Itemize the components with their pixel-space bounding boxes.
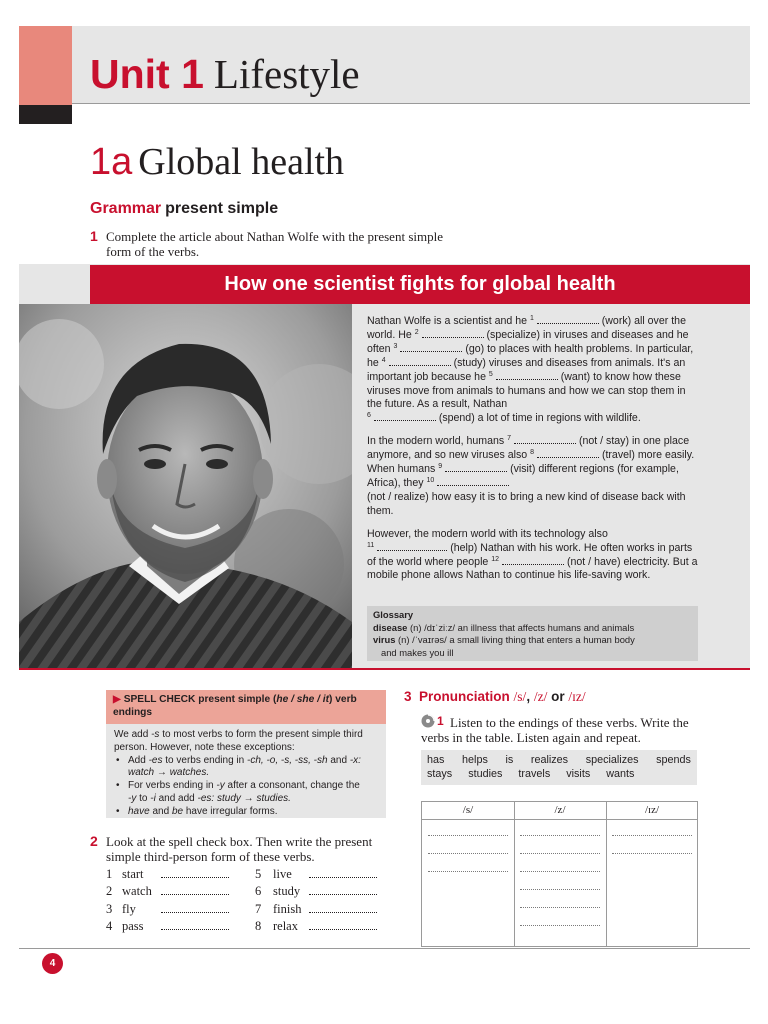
- portrait-image: [19, 304, 352, 668]
- glossary-entry-disease: disease (n) /dɪˈziːz/ an illness that affects humans and animals: [373, 621, 635, 633]
- answer-line[interactable]: [161, 920, 229, 930]
- verb-list-left: [106, 866, 229, 935]
- answer-line[interactable]: [520, 907, 600, 908]
- column-header-s: /s/: [462, 804, 474, 816]
- list-item: 1 start: [106, 866, 229, 883]
- article-paragraph-1: Nathan Wolfe is a scientist and he $^1$ (work) all over the world. He $^2$ (specialize) in viruses and diseases and he often $^3$ (go) to places with health problems. In particular, he $^4$ (study) viruses and diseases from animals. It's an important job because he $^5$ (want) to know how these viruses move from animals to humans and how we can stop them in the future. As a result, Nathan $^6$ (spend) a lot of time in regions with wildlife.: [367, 315, 694, 425]
- spell-check-header: ▶ SPELL CHECK present simple (he / she / it) verb endings: [106, 690, 386, 724]
- spell-check-body: We add -s to most verbs to form the present simple third person. However, note these exceptions: • Add -es to verbs ending in -ch, -o, -s, -ss, -sh and -x: watch → watches. • For verbs ending in -y after a consonant, change the -y to -i and add -es: study → studies. • have and be have irregular forms.: [106, 724, 386, 824]
- column-header-z: /z/: [554, 804, 566, 816]
- unit-name: Lifestyle: [213, 51, 360, 97]
- answer-line[interactable]: [612, 835, 692, 836]
- grammar-heading: Grammar present simple: [90, 200, 279, 217]
- answer-line[interactable]: [309, 920, 377, 930]
- answer-line[interactable]: [520, 889, 600, 890]
- answer-blank-12[interactable]: [502, 556, 564, 565]
- unit-title: [90, 48, 360, 100]
- answer-line[interactable]: [520, 871, 600, 872]
- exercise-3-heading: 3 Pronunciation /s/, /z/ or /ɪz/: [404, 689, 586, 704]
- spell-check-box: [106, 690, 386, 818]
- footer-rule: [19, 948, 750, 949]
- scientist-photo: [19, 304, 352, 668]
- unit-label: Unit 1: [90, 51, 204, 97]
- article-paragraph-2: In the modern world, humans $^7$ (not / stay) in one place anymore, and so new viruses also $^8$ (travel) more easily. When humans $^9$ (visit) different regions (for example, Africa), they $^{10}$ (not / realize) how easy it is to bring a new kind of disease back with them.: [367, 435, 695, 517]
- answer-line[interactable]: [309, 885, 377, 895]
- answer-blank-8[interactable]: [537, 449, 599, 458]
- answer-line[interactable]: [612, 853, 692, 854]
- list-item: 5 live: [255, 866, 377, 883]
- answer-blank-2[interactable]: [422, 329, 484, 338]
- exercise-1-instruction: Complete the article about Nathan Wolfe with the present simple form of the verbs.: [106, 229, 443, 259]
- list-item: 2 watch: [106, 883, 229, 900]
- list-item: 8 relax: [255, 918, 377, 935]
- answer-line[interactable]: [309, 868, 377, 878]
- answer-line[interactable]: [520, 835, 600, 836]
- article-text: [367, 315, 703, 592]
- spell-rule-1: • Add -es to verbs ending in -ch, -o, -s, -ss, -sh and -x: watch → watches.: [114, 755, 378, 781]
- spell-rule-2: • For verbs ending in -y after a consonant, change the -y to -i and add -es: study → studies.: [114, 780, 378, 806]
- play-arrow-icon: ▶: [113, 694, 121, 705]
- exercise-3-instruction: Listen to the endings of these verbs. Write the verbs in the table. Listen again and repeat.: [421, 715, 689, 745]
- header-rule: [72, 103, 750, 104]
- exercise-2-instruction: Look at the spell check box. Then write the present simple third-person form of these verbs.: [106, 834, 373, 864]
- glossary-box: Glossary disease (n) /dɪˈziːz/ an illness that affects humans and animals virus (n) /ˈvaɪrəs/ a small living thing that enters a human body and makes you ill: [367, 606, 698, 661]
- answer-line[interactable]: [161, 868, 229, 878]
- spell-rule-3: • have and be have irregular forms.: [114, 806, 378, 819]
- exercise-2-number: 2: [90, 833, 98, 849]
- page-number: 4: [42, 953, 63, 974]
- column-header-iz: /ɪz/: [644, 804, 660, 816]
- answer-blank-1[interactable]: [537, 315, 599, 324]
- answer-line[interactable]: [309, 903, 377, 913]
- glossary-entry-virus: virus (n) /ˈvaɪrəs/ a small living thing that enters a human body: [373, 634, 635, 645]
- answer-blank-3[interactable]: [400, 343, 462, 352]
- list-item: 7 finish: [255, 901, 377, 918]
- verb-list-right: [255, 866, 377, 935]
- lesson-number: 1a: [90, 141, 133, 183]
- answer-line[interactable]: [161, 903, 229, 913]
- word-row-1: has helps is realizes specializes spends: [427, 754, 691, 766]
- answer-line[interactable]: [428, 835, 508, 836]
- list-item: 4 pass: [106, 918, 229, 935]
- answer-line[interactable]: [428, 871, 508, 872]
- article-paragraph-3: However, the modern world with its technology also $^{11}$ (help) Nathan with his work. He often works in parts of the world where people $^{12}$ (not / have) electricity. But a mobile phone allows Nathan to continue his life-saving work.: [367, 527, 698, 582]
- word-row-2: stays studies travels visits wants: [427, 768, 635, 780]
- list-item: 6 study: [255, 883, 377, 900]
- answer-blank-4[interactable]: [389, 357, 451, 366]
- header-accent-dark: [19, 105, 72, 124]
- list-item: 3 fly: [106, 901, 229, 918]
- section-divider: [19, 668, 750, 670]
- exercise-1-number: 1: [90, 228, 98, 244]
- answer-line[interactable]: [428, 853, 508, 854]
- answer-blank-7[interactable]: [514, 435, 576, 444]
- answer-blank-6[interactable]: [374, 412, 436, 421]
- answer-line[interactable]: [520, 925, 600, 926]
- exercise-3-sub-number: 1: [437, 714, 444, 728]
- lesson-name: Global health: [138, 141, 345, 183]
- answer-blank-9[interactable]: [445, 463, 507, 472]
- lesson-title: [90, 138, 344, 186]
- answer-blank-10[interactable]: [437, 477, 509, 486]
- verb-word-box: [421, 750, 697, 785]
- glossary-title: Glossary: [373, 609, 414, 620]
- answer-blank-5[interactable]: [496, 371, 558, 380]
- answer-line[interactable]: [520, 853, 600, 854]
- answer-line[interactable]: [161, 885, 229, 895]
- answer-blank-11[interactable]: [377, 542, 447, 551]
- pronunciation-table: [421, 801, 698, 947]
- header-accent: [19, 26, 72, 105]
- article-title: How one scientist fights for global health: [90, 265, 750, 304]
